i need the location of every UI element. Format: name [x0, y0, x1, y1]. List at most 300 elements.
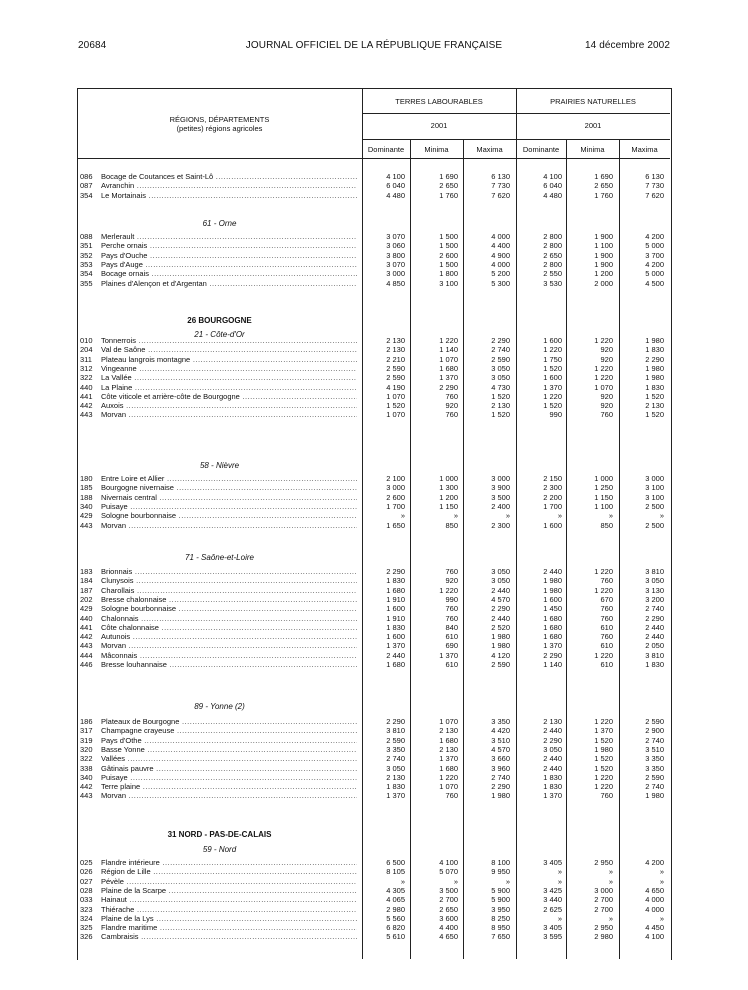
cell-value: 4 100 [543, 172, 562, 181]
cell-value: 3 050 [491, 567, 510, 576]
cell-value: 3 500 [491, 492, 510, 502]
cell-value: 4 400 [439, 923, 458, 933]
region-code: 322 [80, 373, 93, 383]
region-code: 443 [80, 641, 93, 651]
table-row [77, 521, 670, 530]
cell-value: 7 650 [491, 932, 510, 942]
cell-value: 3 050 [491, 363, 510, 373]
cell-value: 1 520 [645, 391, 664, 401]
cell-value: 2 290 [439, 382, 458, 392]
cell-value: 1 900 [594, 250, 613, 260]
cell-value: 3 900 [491, 483, 510, 493]
table-row [77, 279, 670, 288]
region-name: Morvan ..... [101, 791, 357, 800]
cell-value: 1 370 [439, 373, 458, 383]
cell-value: 1 370 [386, 641, 405, 651]
cell-value: 2 290 [645, 613, 664, 623]
cell-value: 2 440 [386, 650, 405, 660]
subheader-minima: Minima [580, 145, 605, 154]
table-row [77, 260, 670, 269]
region-name: Sologne bourbonnaise ..... [101, 604, 357, 613]
cell-value: 2 300 [491, 520, 510, 530]
cell-value: 3 050 [491, 576, 510, 586]
region-code: 353 [80, 259, 93, 269]
cell-value: » [608, 867, 613, 877]
region-code: 311 [80, 354, 92, 364]
cell-value: 920 [600, 401, 613, 411]
region-name: La Plaine ..... [101, 383, 357, 392]
cell-value: 2 130 [543, 717, 562, 726]
cell-value: 1 830 [386, 576, 405, 586]
cell-value: 1 690 [439, 172, 458, 181]
cell-value: 4 900 [491, 250, 510, 260]
cell-value: 4 190 [386, 382, 405, 392]
cell-value: 1 500 [439, 232, 458, 241]
cell-value: » [453, 876, 458, 886]
region-name: Pévèle ..... [101, 877, 357, 886]
region-code: 324 [80, 913, 93, 923]
table-row [77, 474, 670, 483]
region-name: Puisaye ..... [101, 773, 357, 782]
cell-value: 3 050 [645, 576, 664, 586]
cell-value: 2 290 [543, 735, 562, 745]
cell-value: 4 480 [386, 190, 405, 200]
region-code: 354 [80, 269, 93, 279]
table-row [77, 736, 670, 745]
cell-value: 3 000 [594, 885, 613, 895]
cell-value: 2 740 [645, 735, 664, 745]
cell-value: 3 600 [439, 913, 458, 923]
cell-value: 3 000 [386, 269, 405, 279]
cell-value: 8 105 [386, 867, 405, 877]
cell-value: 5 070 [439, 867, 458, 877]
cell-value: 3 050 [386, 763, 405, 773]
cell-value: 1 520 [594, 763, 613, 773]
cell-value: 2 290 [645, 354, 664, 364]
cell-value: 1 680 [543, 632, 562, 642]
cell-value: 1 600 [543, 594, 562, 604]
region-code: 323 [80, 904, 93, 914]
cell-value: 3 100 [439, 278, 458, 288]
table-row [77, 493, 670, 502]
cell-value: 5 000 [645, 241, 664, 251]
cell-value: 2 440 [543, 754, 562, 764]
cell-value: 5 560 [386, 913, 405, 923]
table-row [77, 932, 670, 941]
subheader-maxima: Maxima [476, 145, 503, 154]
region-code: 340 [80, 772, 93, 782]
cell-value: 1 980 [491, 632, 510, 642]
cell-value: 2 050 [645, 641, 664, 651]
cell-value: 760 [600, 791, 613, 801]
cell-value: » [659, 511, 664, 521]
cell-value: 1 220 [439, 772, 458, 782]
cell-value: 1 520 [543, 401, 562, 411]
cell-value: 1 750 [543, 354, 562, 364]
region-name: Champagne crayeuse ..... [101, 726, 357, 735]
cell-value: 1 600 [543, 336, 562, 345]
cell-value: 1 070 [439, 782, 458, 792]
region-code: 429 [80, 604, 93, 614]
cell-value: 2 520 [491, 622, 510, 632]
cell-value: 3 405 [543, 858, 562, 867]
cell-value: 4 065 [386, 895, 405, 905]
cell-value: 1 520 [645, 410, 664, 420]
cell-value: » [608, 913, 613, 923]
region-code: 188 [80, 492, 93, 502]
cell-value: 2 290 [491, 336, 510, 345]
cell-value: 1 500 [439, 259, 458, 269]
cell-value: 2 590 [645, 717, 664, 726]
cell-value: » [557, 511, 562, 521]
region-name: Pays d'Auge ..... [101, 260, 357, 269]
cell-value: 1 980 [543, 576, 562, 586]
cell-value: 7 620 [645, 190, 664, 200]
cell-value: 2 130 [386, 345, 405, 355]
cell-value: 760 [445, 613, 458, 623]
cell-value: 2 550 [543, 269, 562, 279]
region-name: Morvan ..... [101, 521, 357, 530]
region-heading: 31 NORD - PAS-DE-CALAIS [167, 830, 272, 839]
region-name: Mâconnais ..... [101, 651, 357, 660]
cell-value: 3 700 [645, 250, 664, 260]
cell-value: 1 680 [543, 613, 562, 623]
cell-value: » [557, 913, 562, 923]
cell-value: 3 960 [491, 763, 510, 773]
region-name: Pays d'Othe ..... [101, 736, 357, 745]
table-row [77, 181, 670, 190]
region-code: 025 [80, 858, 93, 867]
cell-value: 2 130 [439, 726, 458, 736]
cell-value: 1 900 [594, 259, 613, 269]
cell-value: 6 130 [645, 172, 664, 181]
cell-value: » [608, 876, 613, 886]
region-name: Avranchin ..... [101, 181, 357, 190]
cell-value: 1 070 [439, 717, 458, 726]
header-rule [77, 158, 670, 159]
region-name: Vallées ..... [101, 754, 357, 763]
cell-value: 4 570 [491, 744, 510, 754]
cell-value: 1 220 [594, 373, 613, 383]
cell-value: 2 740 [645, 604, 664, 614]
table-row [77, 614, 670, 623]
cell-value: 840 [445, 622, 458, 632]
region-name: Puisaye ..... [101, 502, 357, 511]
table-row [77, 914, 670, 923]
region-code: 320 [80, 744, 93, 754]
cell-value: » [453, 511, 458, 521]
cell-value: 4 400 [491, 241, 510, 251]
cell-value: 4 100 [386, 172, 405, 181]
region-code: 185 [80, 483, 93, 493]
cell-value: 8 950 [491, 923, 510, 933]
cell-value: 2 740 [386, 754, 405, 764]
department-heading: 58 - Nièvre [199, 461, 240, 470]
cell-value: 2 440 [645, 632, 664, 642]
cell-value: 5 900 [491, 895, 510, 905]
cell-value: 690 [445, 641, 458, 651]
cell-value: 7 730 [645, 181, 664, 191]
cell-value: 3 000 [386, 483, 405, 493]
cell-value: 610 [445, 660, 458, 669]
region-name: Val de Saône ..... [101, 345, 357, 354]
cell-value: 2 590 [386, 373, 405, 383]
region-name: Auxois ..... [101, 401, 357, 410]
cell-value: 2 800 [543, 259, 562, 269]
page-date: 14 décembre 2002 [585, 40, 670, 51]
table-row [77, 401, 670, 410]
cell-value: 4 000 [491, 232, 510, 241]
cell-value: 2 625 [543, 904, 562, 914]
cell-value: 1 140 [439, 345, 458, 355]
region-code: 087 [80, 181, 93, 191]
cell-value: 2 000 [594, 278, 613, 288]
region-code: 443 [80, 520, 93, 530]
cell-value: 1 700 [543, 501, 562, 511]
table-row [77, 392, 670, 401]
cell-value: » [400, 876, 405, 886]
table-row [77, 191, 670, 200]
cell-value: 1 600 [543, 373, 562, 383]
cell-value: 3 405 [543, 923, 562, 933]
region-code: 184 [80, 576, 93, 586]
region-code: 322 [80, 754, 93, 764]
cell-value: 7 730 [491, 181, 510, 191]
region-name: Morvan ..... [101, 641, 357, 650]
cell-value: 1 830 [543, 772, 562, 782]
cell-value: 1 830 [645, 382, 664, 392]
table-row [77, 717, 670, 726]
cell-value: 1 370 [543, 641, 562, 651]
cell-value: 6 130 [491, 172, 510, 181]
cell-value: 2 600 [386, 492, 405, 502]
cell-value: 2 130 [491, 401, 510, 411]
region-code: 204 [80, 345, 93, 355]
table-row [77, 511, 670, 520]
table-row [77, 745, 670, 754]
table-row [77, 410, 670, 419]
table-row [77, 269, 670, 278]
cell-value: 1 370 [594, 726, 613, 736]
region-code: 441 [80, 622, 93, 632]
cell-value: 2 590 [491, 354, 510, 364]
region-name: Thiérache ..... [101, 905, 357, 914]
cell-value: 2 150 [543, 474, 562, 483]
region-name: Plateau langrois montagne ..... [101, 355, 357, 364]
cell-value: 2 290 [386, 567, 405, 576]
cell-value: 1 150 [439, 501, 458, 511]
cell-value: 3 050 [491, 373, 510, 383]
cell-value: 1 220 [594, 585, 613, 595]
cell-value: 1 830 [386, 782, 405, 792]
cell-value: 2 800 [543, 232, 562, 241]
region-code: 355 [80, 278, 93, 288]
department-heading: 59 - Nord [202, 845, 237, 854]
table-row [77, 604, 670, 613]
cell-value: 1 450 [543, 604, 562, 614]
table-row [77, 791, 670, 800]
cell-value: 5 200 [491, 269, 510, 279]
region-name: Clunysois ..... [101, 576, 357, 585]
cell-value: 1 370 [439, 754, 458, 764]
cell-value: 1 650 [386, 520, 405, 530]
cell-value: » [505, 876, 510, 886]
region-code: 010 [80, 336, 93, 345]
cell-value: 1 520 [543, 363, 562, 373]
table-row [77, 773, 670, 782]
cell-value: 4 480 [543, 190, 562, 200]
region-code: 442 [80, 401, 93, 411]
region-code: 338 [80, 763, 93, 773]
cell-value: 1 220 [594, 363, 613, 373]
cell-value: 1 250 [594, 483, 613, 493]
table-row [77, 345, 670, 354]
cell-value: 3 530 [543, 278, 562, 288]
cell-value: 760 [600, 410, 613, 420]
cell-value: 6 820 [386, 923, 405, 933]
table-row [77, 595, 670, 604]
cell-value: 3 810 [645, 650, 664, 660]
region-code: 026 [80, 867, 93, 877]
cell-value: 2 200 [543, 492, 562, 502]
region-name: Flandre maritime ..... [101, 923, 357, 932]
cell-value: 1 600 [386, 632, 405, 642]
cell-value: 1 760 [439, 190, 458, 200]
region-code: 340 [80, 501, 93, 511]
cell-value: 5 300 [491, 278, 510, 288]
table-row [77, 576, 670, 585]
cell-value: 1 800 [439, 269, 458, 279]
cell-value: 760 [600, 604, 613, 614]
region-code: 202 [80, 594, 93, 604]
cell-value: 1 070 [439, 354, 458, 364]
region-name: Plaine de la Scarpe ..... [101, 886, 357, 895]
cell-value: 3 810 [386, 726, 405, 736]
cell-value: 760 [445, 391, 458, 401]
cell-value: 4 000 [645, 904, 664, 914]
cell-value: 1 070 [594, 382, 613, 392]
cell-value: 3 350 [645, 754, 664, 764]
cell-value: 6 040 [386, 181, 405, 191]
cell-value: 1 680 [439, 763, 458, 773]
cell-value: 1 520 [594, 735, 613, 745]
region-heading: 26 BOURGOGNE [187, 316, 252, 325]
cell-value: 1 600 [386, 604, 405, 614]
region-name: La Vallée ..... [101, 373, 357, 382]
cell-value: 1 680 [439, 735, 458, 745]
cell-value: 850 [445, 520, 458, 530]
cell-value: 4 200 [645, 858, 664, 867]
cell-value: 990 [445, 594, 458, 604]
region-code: 186 [80, 717, 93, 726]
cell-value: 2 290 [543, 650, 562, 660]
cell-value: 4 200 [645, 259, 664, 269]
table-row [77, 355, 670, 364]
region-name: Charollais ..... [101, 586, 357, 595]
region-name: Plaine de la Lys ..... [101, 914, 357, 923]
cell-value: 610 [600, 660, 613, 669]
cell-value: 3 100 [645, 483, 664, 493]
region-name: Basse Yonne ..... [101, 745, 357, 754]
cell-value: 920 [600, 354, 613, 364]
cell-value: 4 650 [645, 885, 664, 895]
cell-value: 2 130 [386, 772, 405, 782]
region-code: 317 [80, 726, 93, 736]
region-code: 312 [80, 363, 93, 373]
region-name: Perche ornais ..... [101, 241, 357, 250]
region-code: 446 [80, 660, 93, 669]
cell-value: 3 510 [645, 744, 664, 754]
cell-value: 990 [549, 410, 562, 420]
cell-value: 2 700 [594, 895, 613, 905]
cell-value: 4 120 [491, 650, 510, 660]
cell-value: 6 500 [386, 858, 405, 867]
cell-value: 1 830 [386, 622, 405, 632]
table-row [77, 502, 670, 511]
cell-value: 1 680 [386, 585, 405, 595]
region-code: 086 [80, 172, 93, 181]
cell-value: 1 070 [386, 391, 405, 401]
cell-value: 3 000 [645, 474, 664, 483]
cell-value: 1 980 [594, 744, 613, 754]
region-name: Plateaux de Bourgogne ..... [101, 717, 357, 726]
cell-value: 1 910 [386, 613, 405, 623]
cell-value: 1 220 [594, 650, 613, 660]
cell-value: 9 950 [491, 867, 510, 877]
region-code: 352 [80, 250, 93, 260]
table-row [77, 867, 670, 876]
cell-value: 4 450 [645, 923, 664, 933]
cell-value: 3 130 [645, 585, 664, 595]
cell-value: 2 130 [386, 336, 405, 345]
region-name: Autunois ..... [101, 632, 357, 641]
cell-value: 5 000 [645, 269, 664, 279]
cell-value: 2 980 [386, 904, 405, 914]
department-heading: 89 - Yonne (2) [194, 702, 245, 711]
cell-value: 760 [445, 567, 458, 576]
region-code: 088 [80, 232, 93, 241]
cell-value: 1 200 [439, 492, 458, 502]
region-name: Plaines d'Alençon et d'Argentan ..... [101, 279, 357, 288]
cell-value: 1 680 [543, 622, 562, 632]
region-name: Vingeanne ..... [101, 364, 357, 373]
cell-value: 4 000 [491, 259, 510, 269]
cell-value: 8 250 [491, 913, 510, 923]
group-header-prairies: PRAIRIES NATURELLES [550, 97, 636, 106]
table-row [77, 641, 670, 650]
cell-value: 1 980 [645, 373, 664, 383]
subheader-dominante: Dominante [367, 145, 405, 154]
region-name: Tonnerrois ..... [101, 336, 357, 345]
region-code: 027 [80, 876, 93, 886]
region-name: Bourgogne nivernaise ..... [101, 483, 357, 492]
cell-value: 760 [445, 791, 458, 801]
cell-value: 1 370 [386, 791, 405, 801]
cell-value: 1 220 [594, 772, 613, 782]
cell-value: 2 500 [645, 520, 664, 530]
cell-value: 920 [445, 401, 458, 411]
column-subtitle: (petites) régions agricoles [176, 124, 263, 133]
cell-value: 4 200 [645, 232, 664, 241]
region-code: 180 [80, 474, 93, 483]
cell-value: 1 200 [594, 269, 613, 279]
region-name: Bocage de Coutances et Saint-Lô ..... [101, 172, 357, 181]
region-name: Entre Loire et Allier ..... [101, 474, 357, 483]
cell-value: 2 800 [543, 241, 562, 251]
table-row [77, 586, 670, 595]
cell-value: 2 400 [491, 501, 510, 511]
table-row [77, 336, 670, 345]
